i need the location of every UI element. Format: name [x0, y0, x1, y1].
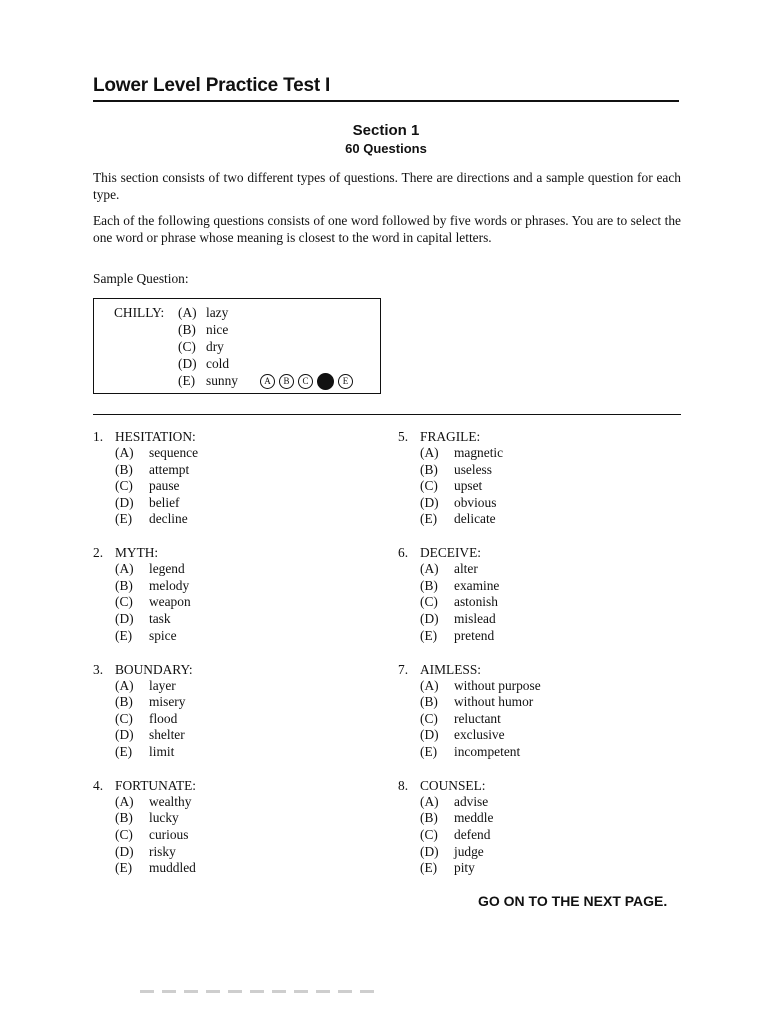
choice-letter: (D)	[115, 843, 134, 859]
choice-letter: (A)	[115, 561, 134, 577]
choice-letter: (B)	[420, 694, 438, 710]
answer-choice	[115, 594, 373, 611]
choice-text: nice	[206, 322, 229, 337]
choice-letter: (C)	[115, 827, 133, 843]
question-item	[93, 428, 373, 544]
choice-text: risky	[149, 843, 176, 859]
choice-text: without purpose	[454, 677, 541, 693]
section-header	[93, 121, 679, 157]
choice-letter: (A)	[115, 677, 134, 693]
question-number: 3.	[93, 661, 104, 677]
choice-text: delicate	[454, 511, 496, 527]
section-title: Section 1	[352, 122, 420, 139]
choice-letter: (A)	[420, 445, 439, 460]
answer-choice	[115, 445, 373, 462]
choice-letter: (E)	[115, 743, 133, 759]
question-column-left	[93, 428, 373, 893]
choice-letter: (A)	[178, 305, 197, 320]
answer-bubble: A	[260, 374, 275, 389]
question-stem	[93, 544, 373, 561]
choice-text: dry	[206, 339, 224, 354]
choice-text: melody	[149, 577, 190, 593]
answer-choice	[420, 628, 678, 645]
answer-choice	[420, 578, 678, 595]
choice-text: shelter	[149, 727, 185, 743]
choice-letter: (C)	[420, 478, 438, 494]
choice-letter: (E)	[115, 860, 133, 876]
answer-choice	[115, 511, 373, 528]
answer-choice	[420, 694, 678, 711]
answer-bubbles	[260, 373, 353, 390]
answer-choice	[115, 827, 373, 844]
sample-choice	[178, 338, 238, 355]
choice-letter: (D)	[420, 494, 439, 510]
question-number: 4.	[93, 777, 104, 793]
answer-choice	[420, 727, 678, 744]
choice-text: sequence	[149, 445, 199, 460]
choice-letter: (C)	[420, 827, 438, 843]
question-stem	[93, 661, 373, 678]
choice-letter: (C)	[115, 594, 133, 610]
answer-choice	[115, 611, 373, 628]
question-word: FORTUNATE:	[115, 777, 197, 793]
choice-text: exclusive	[454, 727, 505, 743]
choice-letter: (C)	[420, 710, 438, 726]
answer-choice	[115, 794, 373, 811]
choice-text: meddle	[454, 810, 494, 826]
question-stem	[398, 777, 678, 794]
choice-text: lazy	[206, 305, 229, 320]
choice-text: legend	[149, 561, 185, 577]
answer-choice	[115, 727, 373, 744]
answer-choice	[115, 478, 373, 495]
choice-text: sunny	[206, 373, 238, 388]
choice-text: astonish	[454, 594, 498, 610]
choice-text: task	[149, 611, 171, 627]
question-number: 6.	[398, 545, 409, 561]
choice-letter: (C)	[115, 710, 133, 726]
choice-letter: (A)	[115, 793, 134, 809]
question-word: FRAGILE:	[420, 429, 481, 444]
answer-choice	[420, 744, 678, 761]
choice-text: spice	[149, 627, 177, 643]
choice-letter: (D)	[420, 727, 439, 743]
choice-text: flood	[149, 710, 178, 726]
sample-label: Sample Question:	[93, 271, 189, 286]
choice-letter: (B)	[115, 810, 133, 826]
choice-text: advise	[454, 793, 489, 809]
choice-letter: (D)	[115, 727, 134, 743]
choice-letter: (A)	[420, 561, 439, 577]
choice-text: belief	[149, 494, 180, 510]
question-item	[93, 777, 373, 893]
question-word: HESITATION:	[115, 429, 196, 444]
question-item	[398, 544, 678, 660]
choice-letter: (E)	[420, 627, 438, 643]
question-word: MYTH:	[115, 545, 159, 561]
answer-choice	[420, 794, 678, 811]
answer-choice	[420, 462, 678, 479]
question-item	[93, 661, 373, 777]
answer-choice	[420, 711, 678, 728]
choice-text: mislead	[454, 611, 496, 627]
answer-choice	[420, 860, 678, 877]
choice-text: attempt	[149, 461, 190, 477]
title-rule	[93, 100, 679, 102]
answer-choice	[420, 495, 678, 512]
choice-text: decline	[149, 511, 188, 527]
question-item	[398, 428, 678, 544]
answer-bubble: E	[338, 374, 353, 389]
choice-text: incompetent	[454, 743, 521, 759]
choice-letter: (C)	[178, 339, 196, 354]
choice-letter: (E)	[420, 860, 438, 876]
choice-letter: (E)	[420, 743, 438, 759]
question-number: 2.	[93, 545, 104, 561]
choice-text: defend	[454, 827, 491, 843]
answer-bubble-filled	[317, 373, 334, 390]
answer-choice	[420, 810, 678, 827]
choice-text: judge	[454, 843, 484, 859]
choice-text: pretend	[454, 627, 495, 643]
question-word: DECEIVE:	[420, 545, 481, 561]
choice-letter: (A)	[420, 677, 439, 693]
answer-choice	[420, 445, 678, 462]
choice-letter: (E)	[115, 511, 133, 527]
choice-letter: (B)	[420, 461, 438, 477]
answer-bubble: C	[298, 374, 313, 389]
answer-choice	[420, 844, 678, 861]
answer-choice	[420, 511, 678, 528]
choice-text: reluctant	[454, 710, 501, 726]
choice-letter: (A)	[115, 445, 134, 460]
choice-letter: (D)	[420, 843, 439, 859]
choice-text: without humor	[454, 694, 534, 710]
choice-text: obvious	[454, 494, 497, 510]
answer-choice	[115, 561, 373, 578]
choice-text: magnetic	[454, 445, 504, 460]
sample-choice	[178, 304, 238, 321]
choice-letter: (C)	[420, 594, 438, 610]
answer-choice	[115, 744, 373, 761]
choice-text: muddled	[149, 860, 196, 876]
answer-choice	[115, 711, 373, 728]
question-word: COUNSEL:	[420, 777, 486, 793]
answer-choice	[420, 611, 678, 628]
question-stem	[93, 777, 373, 794]
sample-word: CHILLY:	[114, 305, 165, 320]
answer-choice	[115, 495, 373, 512]
choice-text: weapon	[149, 594, 191, 610]
choice-text: limit	[149, 743, 175, 759]
answer-bubble: B	[279, 374, 294, 389]
answer-choice	[115, 860, 373, 877]
question-word: AIMLESS:	[420, 661, 482, 677]
choice-text: useless	[454, 461, 492, 477]
choice-letter: (D)	[115, 494, 134, 510]
question-number: 7.	[398, 661, 409, 677]
question-column-right	[398, 428, 678, 893]
answer-choice	[115, 578, 373, 595]
choice-letter: (E)	[178, 373, 196, 388]
choice-text: alter	[454, 561, 478, 577]
choice-letter: (C)	[115, 478, 133, 494]
choice-text: lucky	[149, 810, 179, 826]
choice-letter: (B)	[178, 322, 196, 337]
directions-paragraph: Each of the following questions consists of one word followed by five words or phrases. You are to select the one word or phrase whose meaning is closest to the word in capital letters.	[93, 213, 681, 245]
question-number: 5.	[398, 429, 409, 444]
choice-text: wealthy	[149, 793, 192, 809]
scan-artifact	[140, 990, 380, 993]
intro-paragraph: This section consists of two different types of questions. There are directions and a sample question for each type.	[93, 170, 681, 202]
sample-choice	[178, 372, 238, 389]
question-item	[398, 777, 678, 893]
answer-choice	[115, 694, 373, 711]
page-title: Lower Level Practice Test I	[93, 75, 331, 96]
question-item	[93, 544, 373, 660]
choice-text: pity	[454, 860, 475, 876]
answer-choice	[420, 678, 678, 695]
choice-letter: (B)	[115, 694, 133, 710]
choice-letter: (D)	[420, 611, 439, 627]
choice-text: cold	[206, 356, 230, 371]
choice-letter: (B)	[420, 810, 438, 826]
answer-choice	[115, 678, 373, 695]
sample-question-box	[93, 298, 381, 394]
choice-text: upset	[454, 478, 483, 494]
go-next-page: GO ON TO THE NEXT PAGE.	[478, 893, 668, 909]
choice-text: layer	[149, 677, 176, 693]
choice-letter: (B)	[420, 577, 438, 593]
question-word: BOUNDARY:	[115, 661, 193, 677]
choice-letter: (D)	[178, 356, 197, 371]
sample-choice	[178, 321, 238, 338]
choice-text: pause	[149, 478, 180, 494]
answer-choice	[420, 561, 678, 578]
answer-choice	[420, 594, 678, 611]
sample-choices	[178, 304, 238, 389]
choice-text: misery	[149, 694, 186, 710]
question-stem	[398, 661, 678, 678]
answer-choice	[115, 844, 373, 861]
choice-text: curious	[149, 827, 189, 843]
choice-letter: (E)	[420, 511, 438, 527]
choice-letter: (B)	[115, 577, 133, 593]
choice-text: examine	[454, 577, 500, 593]
choice-letter: (E)	[115, 627, 133, 643]
section-divider	[93, 414, 681, 415]
answer-choice	[420, 827, 678, 844]
answer-choice	[115, 810, 373, 827]
question-number: 1.	[93, 429, 104, 444]
choice-letter: (B)	[115, 461, 133, 477]
choice-letter: (D)	[115, 611, 134, 627]
sample-choice	[178, 355, 238, 372]
answer-choice	[115, 462, 373, 479]
question-number: 8.	[398, 777, 409, 793]
question-stem	[93, 428, 373, 445]
section-subtitle: 60 Questions	[345, 141, 427, 156]
question-stem	[398, 428, 678, 445]
answer-choice	[420, 478, 678, 495]
answer-choice	[115, 628, 373, 645]
choice-letter: (A)	[420, 793, 439, 809]
question-item	[398, 661, 678, 777]
question-stem	[398, 544, 678, 561]
